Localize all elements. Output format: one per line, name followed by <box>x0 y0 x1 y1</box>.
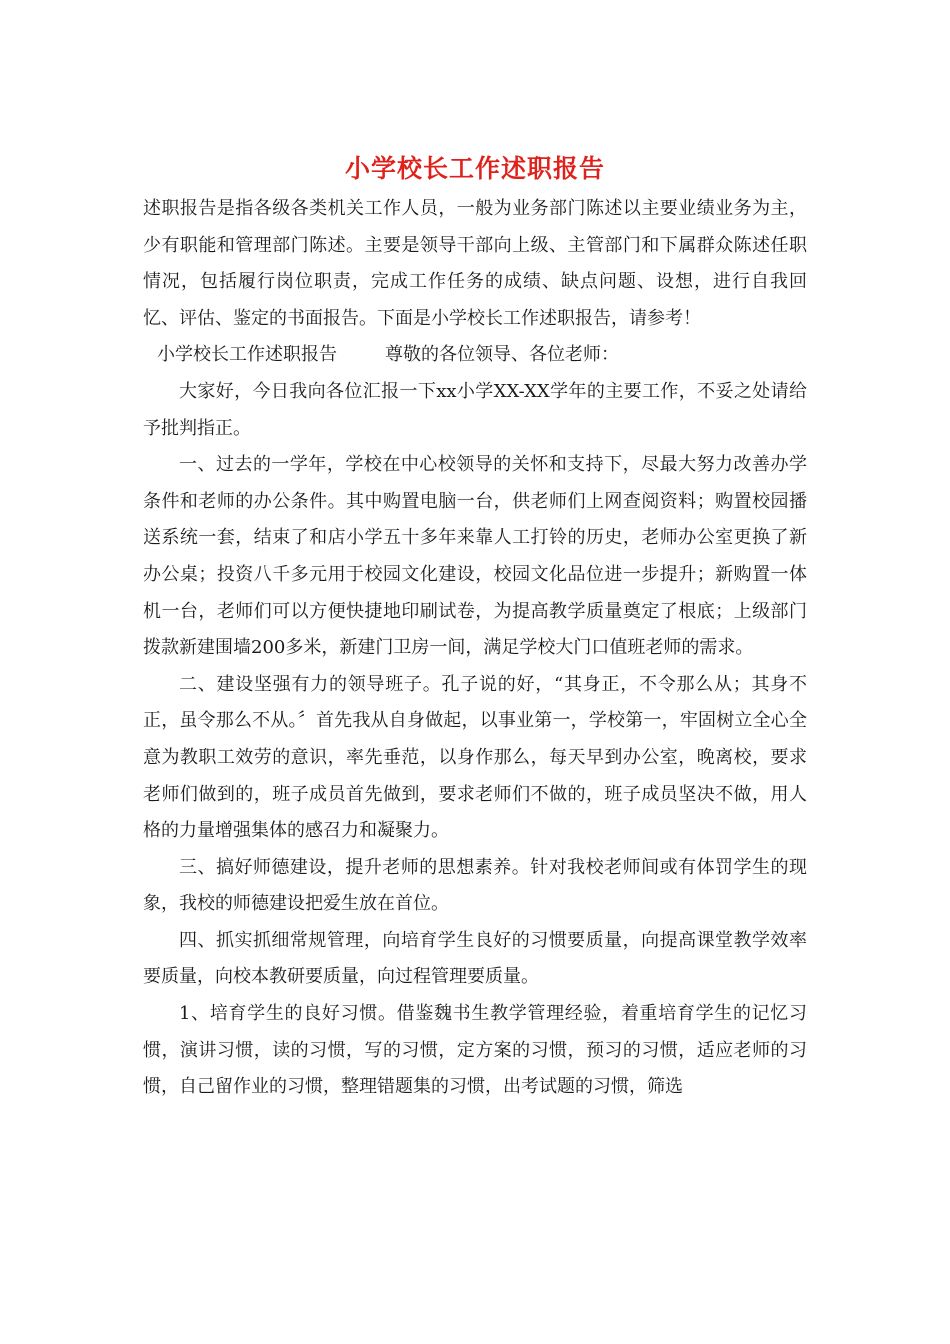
body-paragraph: 二、建设坚强有力的领导班子。孔子说的好，“其身正，不令那么从；其身不正，虽令那么不从。〞首先我从自身做起，以事业第一，学校第一，牢固树立全心全意为教职工效劳的意识，率先垂范，以身作那么，每天早到办公室，晚离校，要求老师们做到的，班子成员首先做到，要求老师们不做的，班子成员坚决不做，用人格的力量增强集体的感召力和凝聚力。 <box>143 673 807 842</box>
intro-paragraph: 述职报告是指各级各类机关工作人员，一般为业务部门陈述以主要业绩业务为主，少有职能和管理部门陈述。主要是领导干部向上级、主管部门和下属群众陈述任职情况，包括履行岗位职责，完成工作任务的成绩、缺点问题、设想，进行自我回忆、评估、鉴定的书面报告。下面是小学校长工作述职报告，请参考！ <box>143 198 807 329</box>
body-paragraph: 三、搞好师德建设，提升老师的思想素养。针对我校老师间或有体罚学生的现象，我校的师德建设把爱生放在首位。 <box>143 856 807 915</box>
salutation: 尊敬的各位领导、各位老师： <box>385 344 619 366</box>
body-paragraph: 大家好，今日我向各位汇报一下xx小学XX-XX学年的主要工作，不妥之处请给予批判指正。 <box>143 380 807 439</box>
document-title: 小学校长工作述职报告 <box>344 154 605 183</box>
body-paragraph: 1、培育学生的良好习惯。借鉴魏书生教学管理经验，着重培育学生的记忆习惯，演讲习惯，读的习惯，写的习惯，定方案的习惯，预习的习惯，适应老师的习惯，自己留作业的习惯，整理错题集的习惯，出考试题的习惯，筛选 <box>143 1003 807 1098</box>
body-paragraph: 一、过去的一学年，学校在中心校领导的关怀和支持下，尽最大努力改善办学条件和老师的办公条件。其中购置电脑一台，供老师们上网查阅资料；购置校园播送系统一套，结束了和店小学五十多年来靠人工打铃的历史，老师办公室更换了新办公桌；投资八千多元用于校园文化建设，校园文化品位进一步提升；新购置一体机一台，老师们可以方便快捷地印刷试卷，为提高教学质量奠定了根底；上级部门拨款新建围墙200多米，新建门卫房一间，满足学校大门口值班老师的需求。 <box>143 454 807 659</box>
lead-line <box>143 337 807 374</box>
body-paragraph: 四、抓实抓细常规管理，向培育学生良好的习惯要质量，向提高课堂教学效率要质量，向校本教研要质量，向过程管理要质量。 <box>143 929 807 988</box>
lead-title: 小学校长工作述职报告 <box>157 344 337 366</box>
document-body <box>143 191 807 1106</box>
